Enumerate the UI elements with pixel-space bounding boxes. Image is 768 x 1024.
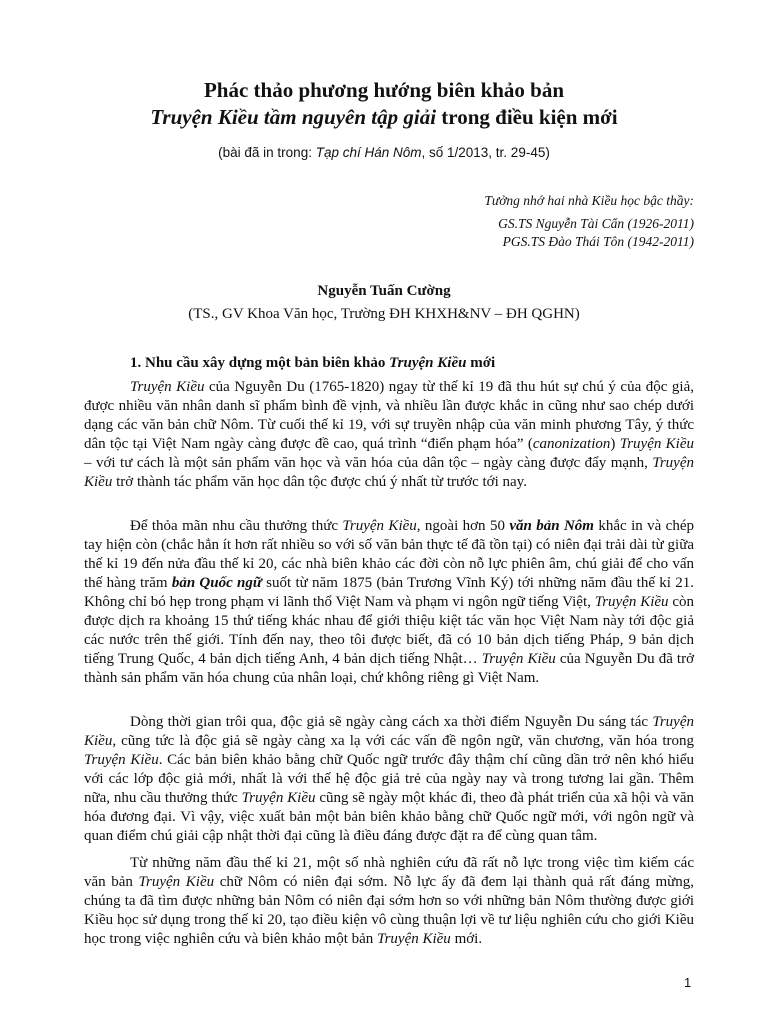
publication-source: (bài đã in trong: Tạp chí Hán Nôm, số 1/2013, tr. 29-45) — [218, 145, 550, 160]
title-work-name: Truyện Kiều tầm nguyên tập giải — [150, 105, 437, 129]
body-paragraph: Truyện Kiều của Nguyễn Du (1765-1820) ngay từ thế kỉ 19 đã thu hút sự chú ý của độc giả, được nhiều văn nhân danh sĩ phẩm bình đề vịnh, và nhiều lần được khắc in cũng như sao chép dưới dạng các văn bản chữ Nôm. Từ cuối thế kỉ 19, với sự truyền nhập của văn minh phương Tây, ý thức dân tộc tại Việt Nam ngày càng được đề cao, quá trình “điển phạm hóa” (canonization) Truyện Kiều – với tư cách là một sản phẩm văn học và văn hóa của dân tộc – ngày càng được đẩy mạnh, Truyện Kiều trở thành tác phẩm văn học dân tộc được chú ý nhất từ trước tới nay. — [84, 379, 695, 490]
body-paragraph: Dòng thời gian trôi qua, độc giả sẽ ngày càng cách xa thời điểm Nguyễn Du sáng tác Truyện Kiều, cũng tức là độc giả sẽ ngày càng xa lạ với các vấn đề ngôn ngữ, văn chương, văn hóa trong Truyện Kiều. Các bản biên khảo bằng chữ Quốc ngữ trước đây thậm chí cũng dần trở nên khó hiểu với các lớp độc giả mới, nhất là với thế hệ độc giả trẻ của ngày nay và trong tương lai gần. Thêm nữa, nhu cầu thưởng thức Truyện Kiều cũng sẽ ngày một khác đi, theo đà phát triển của xã hội và văn hóa đương đại. Vì vậy, việc xuất bản một bản biên khảo bằng chữ Quốc ngữ mới, với ngôn ngữ và quan điểm chú giải cập nhật thời đại cũng là điều đáng được đặt ra để cùng quan tâm. — [84, 714, 695, 844]
author-name: Nguyễn Tuấn Cường — [317, 283, 451, 299]
journal-name: Tạp chí Hán Nôm — [315, 145, 422, 160]
body-paragraph: Từ những năm đầu thế kỉ 21, một số nhà nghiên cứu đã rất nỗ lực trong việc tìm kiếm các văn bản Truyện Kiều chữ Nôm có niên đại sớm. Nỗ lực ấy đã đem lại thành quả rất đáng mừng, chúng ta đã tìm được những bản Nôm có niên đại sớm hơn so với những bản Nôm thường được giới Kiều học sử dụng trong thế kỉ 20, tạo điều kiện vô cùng thuận lợi về tư liệu nghiên cứu cho giới Kiều học trong việc nghiên cứu và biên khảo một bản Truyện Kiều mới. — [84, 855, 694, 947]
title-text: Phác thảo phương hướng biên khảo bản — [203, 78, 565, 102]
body-paragraph: Để thỏa mãn nhu cầu thưởng thức Truyện Kiều, ngoài hơn 50 văn bản Nôm khắc in và chép tay hiện còn (chắc hẳn ít hơn rất nhiều so với số văn bản thực tế đã tồn tại) có niên đại trải dài từ giữa thế kỉ 19 đến nửa đầu thế kỉ 20, các nhà biên khảo các đời còn nỗ lực phiên âm, chú giải để cho vấn thế hàng trăm bản Quốc ngữ suốt từ năm 1875 (bản Trương Vĩnh Ký) tới những năm đầu thế kỉ 21. Không chỉ bó hẹp trong phạm vi lãnh thổ Việt Nam và phạm vi ngôn ngữ tiếng Việt, Truyện Kiều còn được dịch ra khoảng 15 thứ tiếng khác nhau để giới thiệu kiệt tác văn học Việt Nam này tới độc giả các nước trên thế giới. Tính đến nay, theo tôi được biết, đã có 10 bản dịch tiếng Pháp, 9 bản dịch tiếng Trung Quốc, 4 bản dịch tiếng Anh, 4 bản dịch tiếng Nhật… Truyện Kiều của Nguyễn Du đã trở thành sản phẩm văn hóa chung của nhân loại, chứ không riêng gì Việt Nam. — [84, 518, 695, 686]
document-title-line-2 — [0, 104, 768, 131]
document-title-line-1 — [0, 77, 768, 104]
dedication-line: PGS.TS Đào Thái Tôn (1942-2011) — [502, 234, 694, 249]
page-number: 1 — [684, 975, 692, 990]
section-heading: 1. Nhu cầu xây dựng một bản biên khảo Truyện Kiều mới — [130, 355, 496, 371]
title-text: trong điều kiện mới — [436, 105, 618, 129]
author-affiliation: (TS., GV Khoa Văn học, Trường ĐH KHXH&NV – ĐH QGHN) — [188, 306, 580, 322]
dedication-line: GS.TS Nguyễn Tài Cẩn (1926-2011) — [498, 216, 694, 231]
dedication-line: Tưởng nhớ hai nhà Kiều học bậc thầy: — [484, 193, 694, 208]
